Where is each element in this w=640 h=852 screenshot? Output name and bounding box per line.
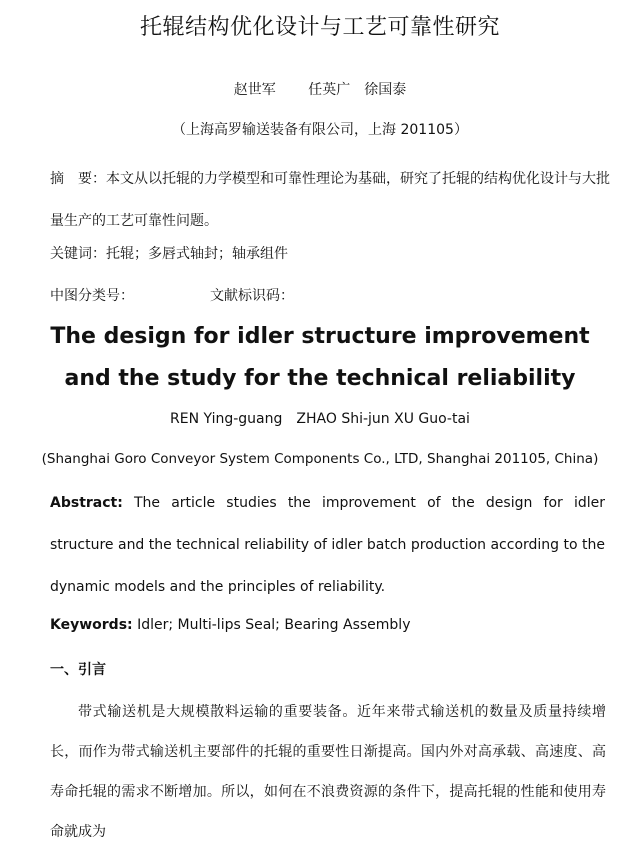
english-keywords [50, 617, 410, 633]
chinese-keywords-label: 关键词： [50, 246, 106, 262]
document-code-label: 文献标识码： [210, 288, 294, 304]
chinese-affiliation: （上海高罗输送装备有限公司，上海 201105） [172, 122, 468, 138]
english-keywords-label: Keywords: [50, 617, 133, 633]
introduction-paragraph: 带式输送机是大规模散料运输的重要装备。近年来带式输送机的数量及质量持续增长，而作为带式输送机主要部件的托辊的重要性日渐提高。国内外对高承载、高速度、高寿命托辊的需求不断增加。所以，如何在不浪费资源的条件下，提高托辊的性能和使用寿命就成为 [50, 704, 606, 840]
section-heading-introduction: 一、引言 [50, 662, 106, 678]
chinese-abstract-label: 摘 要： [50, 171, 106, 187]
chinese-keywords [50, 243, 288, 263]
english-abstract-label: Abstract: [50, 495, 123, 511]
english-abstract [50, 482, 605, 608]
chinese-title: 托辊结构优化设计与工艺可靠性研究 [139, 15, 500, 40]
chinese-authors: 赵世军 任英广 徐国泰 [233, 82, 407, 98]
classification-row [50, 285, 610, 305]
chinese-abstract [50, 158, 610, 242]
english-authors: REN Ying-guang ZHAO Shi-jun XU Guo-tai [170, 411, 470, 427]
english-abstract-text: The article studies the improvement of the design for idler structure and the technical reliability of idler batch production according to the dynamic models and the principles of reliability. [50, 495, 605, 595]
chinese-keywords-text: 托辊；多唇式轴封；轴承组件 [106, 246, 288, 262]
chinese-abstract-text: 本文从以托辊的力学模型和可靠性理论为基础，研究了托辊的结构优化设计与大批量生产的工艺可靠性问题。 [50, 171, 610, 229]
english-affiliation: (Shanghai Goro Conveyor System Components Co., LTD, Shanghai 201105, China) [41, 451, 599, 467]
english-title: The design for idler structure improvement and the study for the technical reliability [50, 324, 590, 391]
clc-label: 中图分类号： [50, 288, 134, 304]
english-keywords-text: Idler; Multi-lips Seal; Bearing Assembly [132, 617, 411, 633]
